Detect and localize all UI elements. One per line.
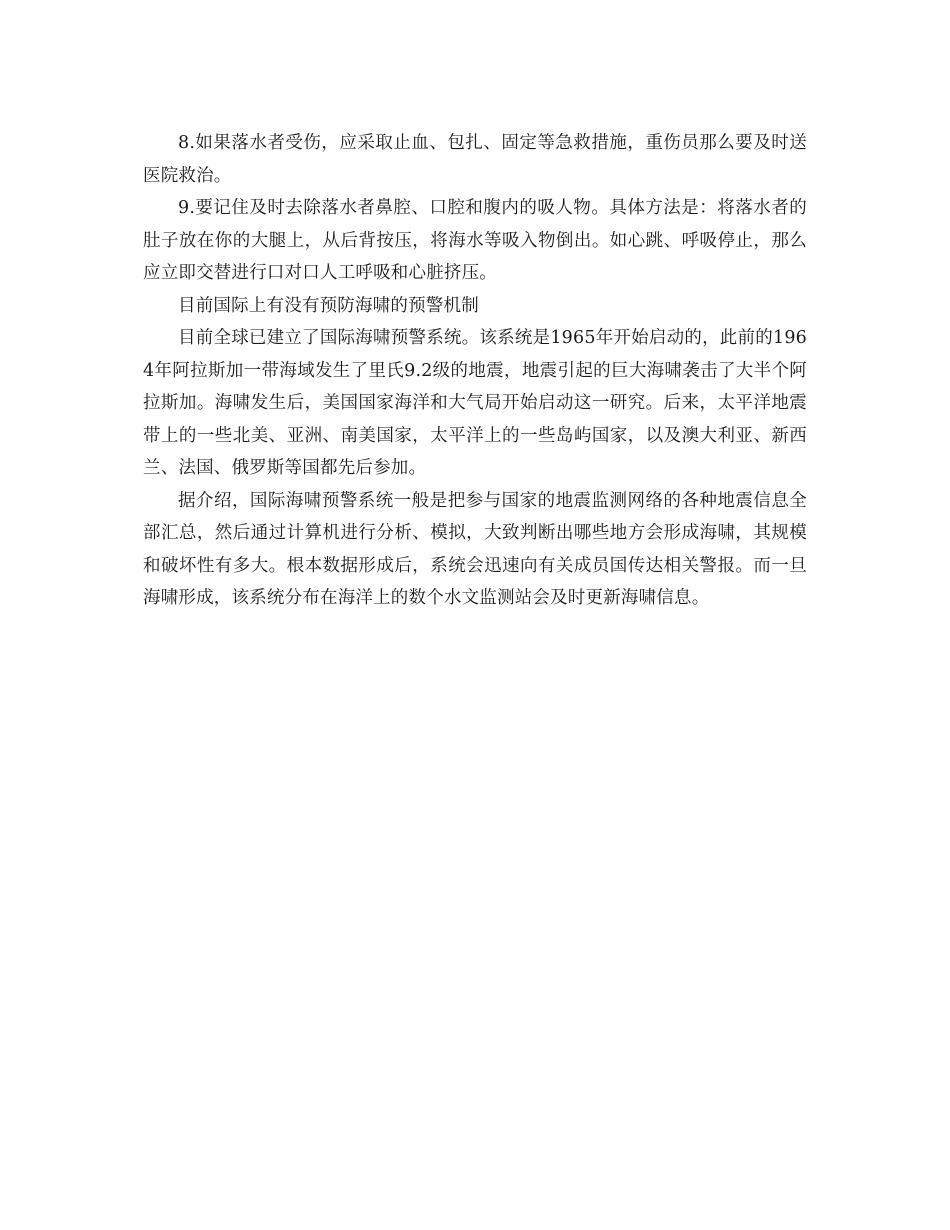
document-body <box>143 127 807 615</box>
paragraph-first-aid-injury: 8.如果落水者受伤，应采取止血、包扎、固定等急救措施，重伤员那么要及时送医院救治。 <box>143 133 807 186</box>
paragraph-remove-inhaled-matter: 9.要记住及时去除落水者鼻腔、口腔和腹内的吸人物。具体方法是：将落水者的肚子放在你的大腿上，从后背按压，将海水等吸入物倒出。如心跳、呼吸停止，那么应立即交替进行口对口人工呼吸和心脏挤压。 <box>143 198 807 283</box>
paragraph-warning-system-operation: 据介绍，国际海啸预警系统一般是把参与国家的地震监测网络的各种地震信息全部汇总，然后通过计算机进行分析、模拟，大致判断出哪些地方会形成海啸，其规模和破坏性有多大。根本数据形成后，系统会迅速向有关成员国传达相关警报。而一旦海啸形成，该系统分布在海洋上的数个水文监测站会及时更新海啸信息。 <box>143 490 807 608</box>
paragraph-warning-system-history: 目前全球已建立了国际海啸预警系统。该系统是1965年开始启动的，此前的1964年阿拉斯加一带海域发生了里氏9.2级的地震，地震引起的巨大海啸袭击了大半个阿拉斯加。海啸发生后，美国国家海洋和大气局开始启动这一研究。后来，太平洋地震带上的一些北美、亚洲、南美国家，太平洋上的一些岛屿国家，以及澳大利亚、新西兰、法国、俄罗斯等国都先后参加。 <box>143 328 807 478</box>
section-heading-warning-mechanism: 目前国际上有没有预防海啸的预警机制 <box>178 295 479 316</box>
